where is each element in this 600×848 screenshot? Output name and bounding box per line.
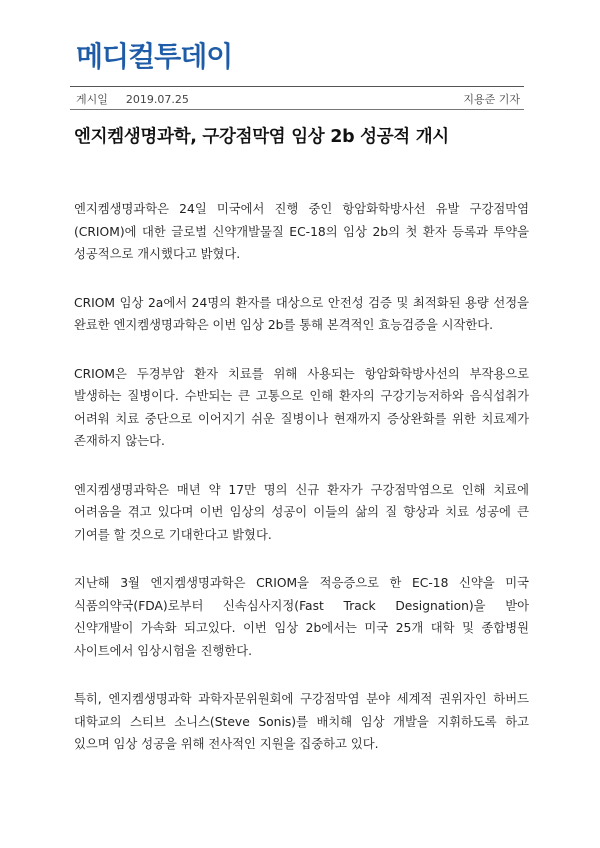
reporter-name: 지용준 기자 [463, 93, 520, 106]
article-paragraph: 특히, 엔지켐생명과학 과학자문위원회에 구강점막염 분야 세계적 권위자인 하버드 대학교의 스티브 소니스(Steve Sonis)를 배치해 임상 개발을 지휘하도록 하고 있으며 임상 성공을 위해 전사적인 지원을 집중하고 있다. [74, 692, 529, 751]
publish-date: 2019.07.25 [125, 93, 189, 106]
publish-date-label: 게시일 [76, 93, 108, 106]
article-headline: 엔지켐생명과학, 구강점막염 임상 2b 성공적 개시 [74, 127, 449, 147]
article-paragraph: 엔지켐생명과학은 매년 약 17만 명의 신규 환자가 구강점막염으로 인해 치료에 어려움을 겪고 있다며 이번 임상의 성공이 이들의 삶의 질 향상과 치료 성공에 큰 기여를 할 것으로 기대한다고 밝혔다. [74, 482, 529, 542]
article-paragraph: 지난해 3월 엔지켐생명과학은 CRIOM을 적응증으로 한 EC-18 신약을 미국 식품의약국(FDA)로부터 신속심사지정(Fast Track Designation)을 받아 신약개발이 가속화 되고있다. 이번 임상 2b에서는 미국 25개 대학 및 종합병원 사이트에서 임상시험을 진행한다. [74, 576, 529, 658]
article-paragraph: CRIOM은 두경부암 환자 치료를 위해 사용되는 항암화학방사선의 부작용으로 발생하는 질병이다. 수반되는 큰 고통으로 인해 환자의 구강기능저하와 음식섭취가 어려워 치료 중단으로 이어지기 쉬운 질병이나 현재까지 증상완화를 위한 치료제가 존재하지 않는다. [74, 366, 529, 448]
article-body [74, 198, 529, 782]
article-paragraph: CRIOM 임상 2a에서 24명의 환자를 대상으로 안전성 검증 및 최적화된 용량 선정을 완료한 엔지켐생명과학은 이번 임상 2b를 통해 본격적인 효능검증을 시작한다. [74, 295, 529, 332]
masthead-logo: 메디컬투데이 [76, 40, 233, 73]
article-paragraph: 엔지켐생명과학은 24일 미국에서 진행 중인 항암화학방사선 유발 구강점막염(CRIOM)에 대한 글로벌 신약개발물질 EC-18의 임상 2b의 첫 환자 등록과 투약을 성공적으로 개시했다고 밝혔다. [74, 202, 529, 261]
publish-info [76, 91, 207, 107]
article-meta-bar [70, 86, 524, 110]
